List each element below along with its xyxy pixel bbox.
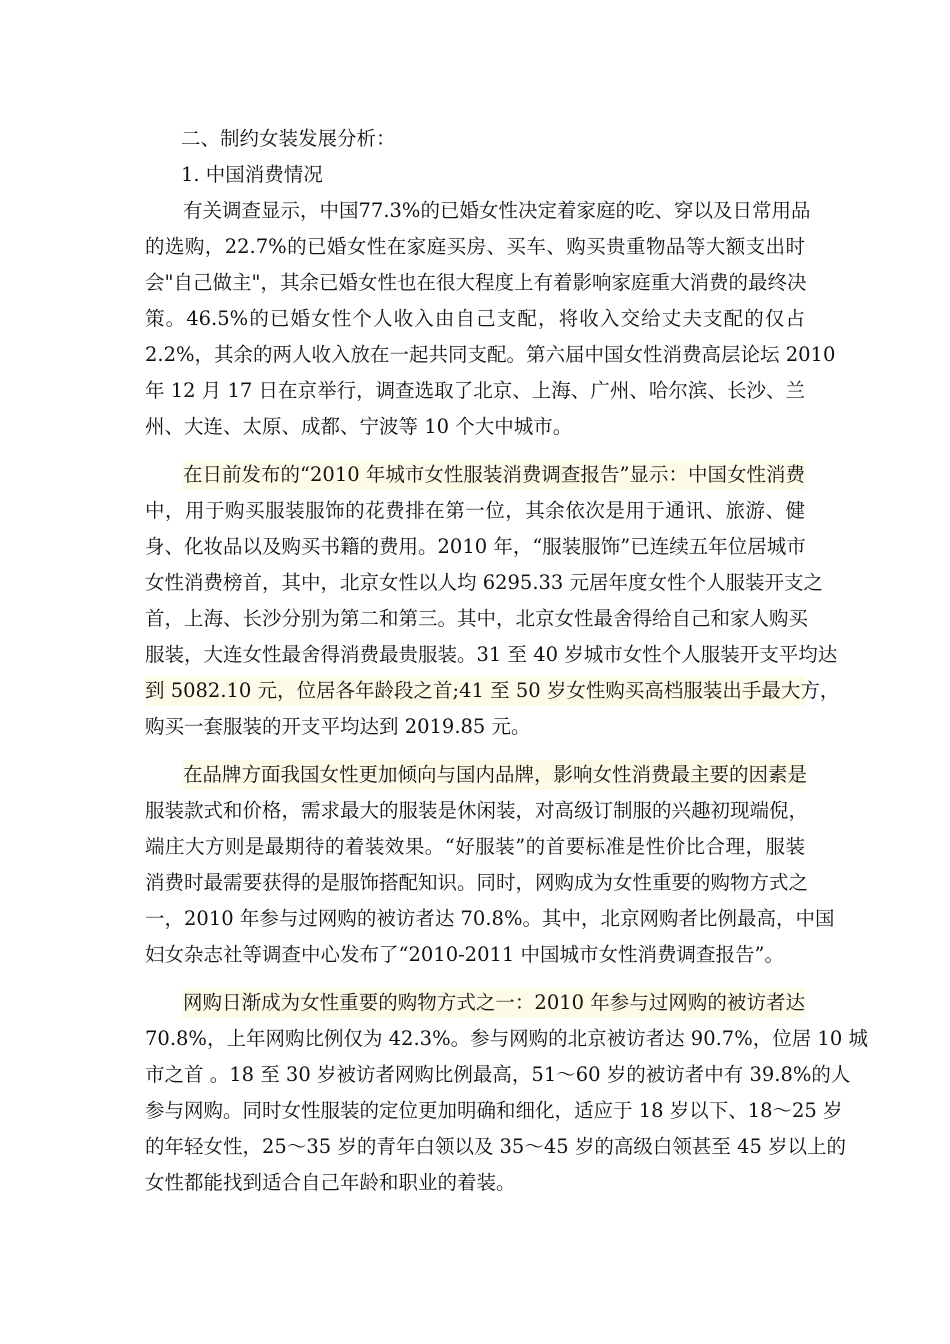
paragraph-line: 到 5082.10 元，位居各年龄段之首;41 至 50 岁女性购买高档服装出手最大方， (145, 676, 805, 706)
paragraph-line: 购买一套服装的开支平均达到 2019.85 元。 (145, 715, 531, 738)
paragraph-line: 妇女杂志社等调查中心发布了“2010-2011 中国城市女性消费调查报告”。 (145, 943, 784, 966)
paragraph-line: 州、大连、太原、成都、宁波等 10 个大中城市。 (145, 415, 573, 438)
paragraph-line: 有关调查显示，中国77.3%的已婚女性决定着家庭的吃、穿以及日常用品 (183, 199, 811, 222)
paragraph-line: 2.2%，其余的两人收入放在一起共同支配。第六届中国女性消费高层论坛 2010 (145, 343, 836, 366)
paragraph-line: 女性消费榜首，其中，北京女性以人均 6295.33 元居年度女性个人服装开支之 (145, 571, 824, 594)
section-heading: 二、制约女装发展分析： (181, 127, 396, 150)
paragraph-line: 市之首 。18 至 30 岁被访者网购比例最高，51～60 岁的被访者中有 39.8%的人 (145, 1063, 851, 1086)
paragraph-line: 消费时最需要获得的是服饰搭配知识。同时，网购成为女性重要的购物方式之 (145, 871, 809, 894)
paragraph-line: 端庄大方则是最期待的着装效果。“好服装”的首要标准是性价比合理，服装 (145, 835, 805, 858)
paragraph-line: 70.8%，上年网购比例仅为 42.3%。参与网购的北京被访者达 90.7%，位居 10 城 (145, 1027, 868, 1050)
paragraph-line: 中，用于购买服装服饰的花费排在第一位，其余依次是用于通讯、旅游、健 (145, 499, 805, 522)
paragraph-line: 网购日渐成为女性重要的购物方式之一：2010 年参与过网购的被访者达 (183, 988, 805, 1018)
paragraph-line: 策。46.5%的已婚女性个人收入由自己支配，将收入交给丈夫支配的仅占 (145, 307, 805, 330)
subsection-heading: 1. 中国消费情况 (181, 163, 323, 186)
paragraph-line: 一，2010 年参与过网购的被访者达 70.8%。其中，北京网购者比例最高，中国 (145, 907, 835, 930)
paragraph-line: 在品牌方面我国女性更加倾向与国内品牌，影响女性消费最主要的因素是 (183, 760, 805, 790)
paragraph-line: 身、化妆品以及购买书籍的费用。2010 年，“服装服饰”已连续五年位居城市 (145, 535, 806, 558)
paragraph-line: 会"自己做主"，其余已婚女性也在很大程度上有着影响家庭重大消费的最终决 (145, 271, 807, 294)
paragraph-line: 在日前发布的“2010 年城市女性服装消费调查报告”显示：中国女性消费 (183, 460, 805, 490)
paragraph-line: 服装款式和价格，需求最大的服装是休闲装，对高级订制服的兴趣初现端倪， (145, 799, 809, 822)
paragraph-line: 的年轻女性，25～35 岁的青年白领以及 35～45 岁的高级白领甚至 45 岁以上的 (145, 1135, 847, 1158)
paragraph-line: 年 12 月 17 日在京举行，调查选取了北京、上海、广州、哈尔滨、长沙、兰 (145, 379, 805, 402)
paragraph-line: 参与网购。同时女性服装的定位更加明确和细化，适应于 18 岁以下、18～25 岁 (145, 1099, 843, 1122)
paragraph-line: 女性都能找到适合自己年龄和职业的着装。 (145, 1171, 516, 1194)
paragraph-line: 首，上海、长沙分别为第二和第三。其中，北京女性最舍得给自己和家人购买 (145, 607, 809, 630)
paragraph-line: 的选购，22.7%的已婚女性在家庭买房、买车、购买贵重物品等大额支出时 (145, 235, 805, 258)
paragraph-line: 服装，大连女性最舍得消费最贵服装。31 至 40 岁城市女性个人服装开支平均达 (145, 643, 838, 666)
